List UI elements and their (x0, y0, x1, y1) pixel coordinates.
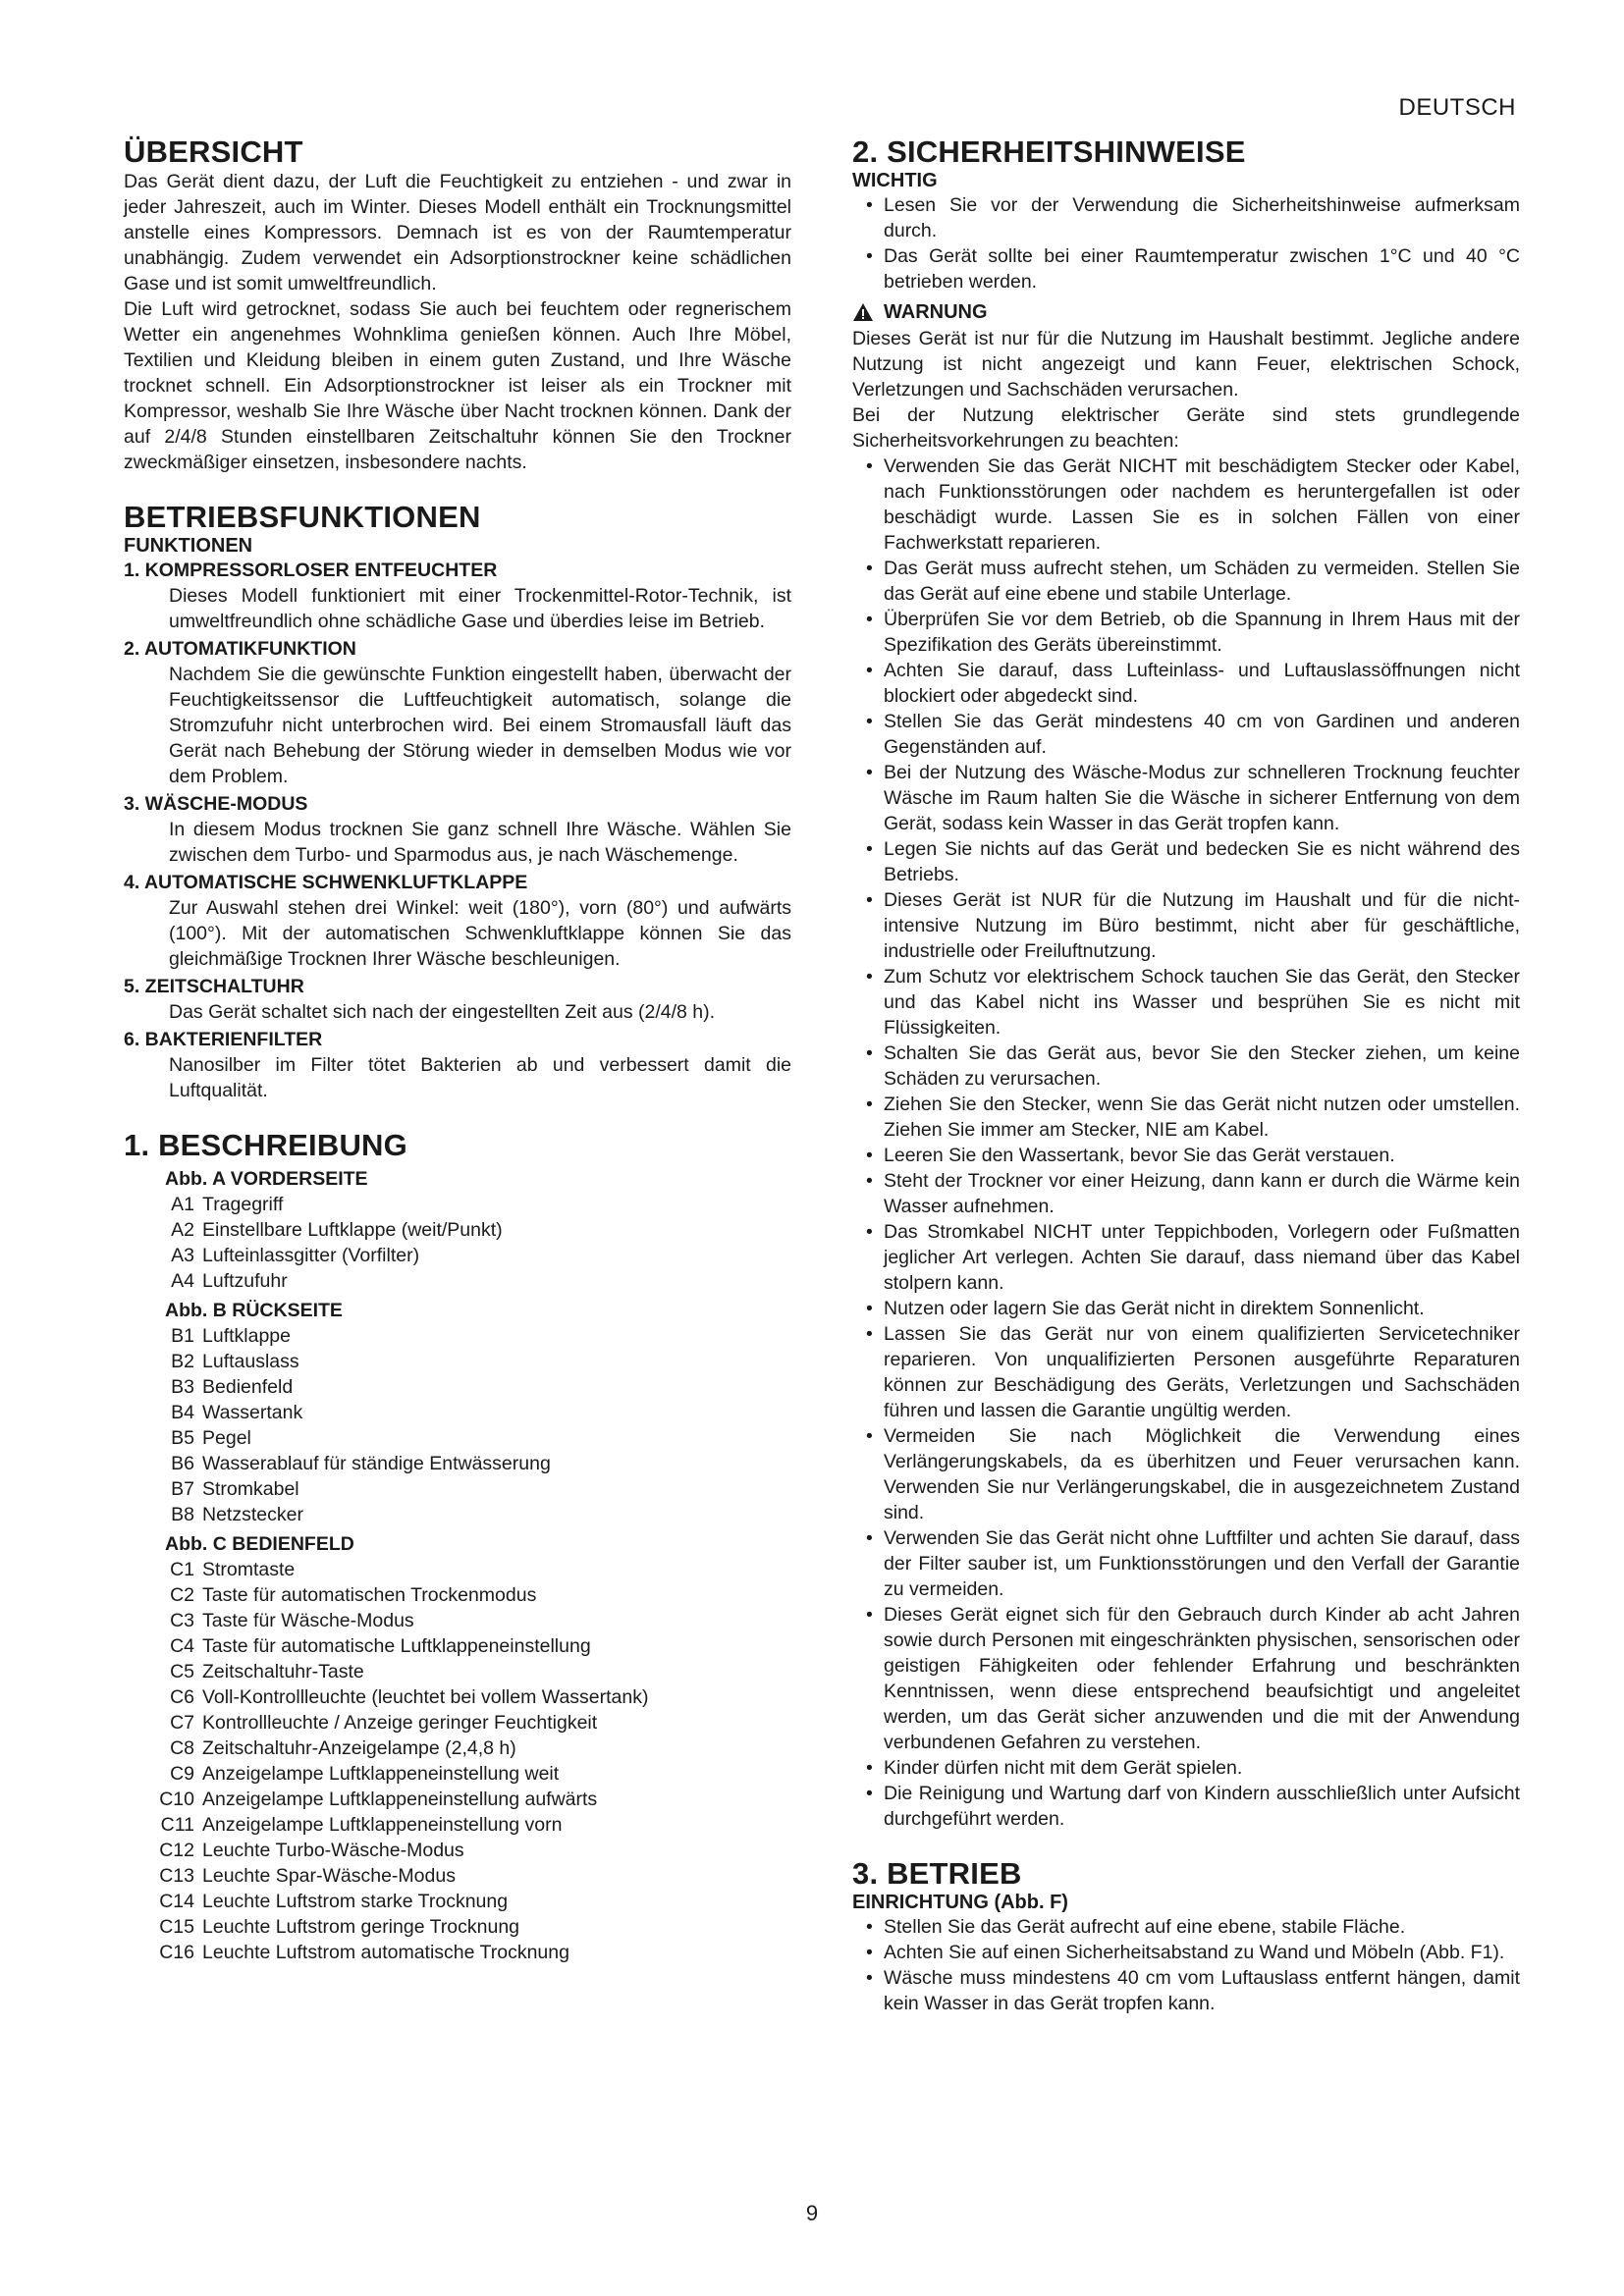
item-code: A4 (171, 1270, 194, 1292)
figure-item (124, 1425, 791, 1451)
overview-paragraph: Die Luft wird getrocknet, sodass Sie auch bei feuchtem oder regnerischem Wetter ein angenehmes Wohnklima genießen können. Auch Ihre Möbel, Textilien und Kleidung bleiben in einem guten Zustand, und Ihre Wäsche trocknet schnell. Ein Adsorptionstrockner ist leiser als ein Trockner mit Kompressor, weshalb Sie Ihre Wäsche über Nacht trocknen können. Dank der auf 2/4/8 Stunden einstellbaren Zeitschaltuhr können Sie den Trockner zweckmäßiger einsetzen, insbesondere nachts. (124, 298, 791, 473)
feature-item (124, 1027, 791, 1103)
list-item: • Schalten Sie das Gerät aus, bevor Sie den Stecker ziehen, um keine Schäden zu verursachen. (852, 1041, 1520, 1092)
overview-paragraph: Das Gerät dient dazu, der Luft die Feuchtigkeit zu entziehen - und zwar in jeder Jahreszeit, auch im Winter. Dieses Modell enthält ein Trocknungsmittel anstelle eines Kompressors. Demnach ist es von der Raumtemperatur unabhängig. Zudem verwendet ein Adsorptionstrockner keine schädlichen Gase und ist somit umweltfreundlich. (124, 171, 791, 294)
list-item: • Steht der Trockner vor einer Heizung, dann kann er durch die Wärme kein Wasser aufnehmen. (852, 1168, 1520, 1219)
item-code: C1 (170, 1559, 194, 1580)
item-code: B3 (171, 1376, 194, 1398)
item-code: C16 (159, 1942, 194, 1963)
list-item: • Ziehen Sie den Stecker, wenn Sie das Gerät nicht nutzen oder umstellen. Ziehen Sie immer am Stecker, NIE am Kabel. (852, 1092, 1520, 1143)
item-text: Taste für automatischen Trockenmodus (202, 1584, 537, 1606)
feature-title: 6. BAKTERIENFILTER (124, 1029, 323, 1050)
item-code: C5 (170, 1661, 194, 1682)
feature-item (124, 870, 791, 972)
warning-text: Dieses Gerät ist nur für die Nutzung im Haushalt bestimmt. Jegliche andere Nutzung ist nicht angezeigt und kann Feuer, elektrischen Schock, Verletzungen und Sachschäden verursachen. (852, 328, 1520, 400)
figure-item (124, 1914, 791, 1940)
item-code: B1 (171, 1325, 194, 1347)
figure-item (124, 1476, 791, 1502)
list-item: • Verwenden Sie das Gerät nicht ohne Luftfilter und achten Sie darauf, dass der Filter sauber ist, um Funktionsstörungen und den Verfall der Garantie zu vermeiden. (852, 1525, 1520, 1602)
item-text: Stromtaste (202, 1559, 296, 1580)
item-code: C3 (170, 1610, 194, 1631)
figure-title: Abb. C BEDIENFELD (165, 1533, 354, 1555)
list-item: • Achten Sie darauf, dass Lufteinlass- und Luftauslassöffnungen nicht blockiert oder abgedeckt sind. (852, 658, 1520, 709)
item-code: C14 (159, 1891, 194, 1912)
item-text: Anzeigelampe Luftklappeneinstellung aufwärts (202, 1789, 598, 1810)
item-text: Netzstecker (202, 1504, 303, 1525)
safety-heading: 2. SICHERHEITSHINWEISE (852, 134, 1246, 169)
description-heading: 1. BESCHREIBUNG (124, 1128, 407, 1162)
figure-title: Abb. A VORDERSEITE (165, 1168, 368, 1190)
list-item: • Wäsche muss mindestens 40 cm vom Luftauslass entfernt hängen, damit kein Wasser in das Gerät tropfen kann. (852, 1965, 1520, 2016)
list-item: • Dieses Gerät eignet sich für den Gebrauch durch Kinder ab acht Jahren sowie durch Personen mit eingeschränkten physischen, sensorischen oder geistigen Fähigkeiten oder fehlender Erfahrung und beschränkten Kenntnissen, wenn diese entsprechend beaufsichtigt und angeleitet werden, um das Gerät sicher anzuwenden und die mit der Anwendung verbundenen Gefahren zu verstehen. (852, 1602, 1520, 1755)
item-code: B8 (171, 1504, 194, 1525)
feature-title: 4. AUTOMATISCHE SCHWENKLUFTKLAPPE (124, 872, 528, 893)
figure-item (124, 1838, 791, 1863)
warning-heading (852, 298, 1520, 326)
description-section (124, 1129, 791, 1965)
list-item: • Leeren Sie den Wassertank, bevor Sie das Gerät verstauen. (852, 1143, 1520, 1168)
figure-item (124, 1268, 791, 1294)
item-text: Leuchte Luftstrom automatische Trocknung (202, 1942, 569, 1963)
item-text: Leuchte Luftstrom geringe Trocknung (202, 1916, 520, 1938)
feature-text: Zur Auswahl stehen drei Winkel: weit (180°), vorn (80°) und aufwärts (100°). Mit der automatischen Schwenkluftklappe können Sie das gleichmäßige Trocknen Ihrer Wäsche beschleunigen. (169, 897, 791, 970)
item-text: Wassertank (202, 1402, 303, 1423)
figure-item (124, 1608, 791, 1633)
figure-item (124, 1217, 791, 1243)
figure-item (124, 1243, 791, 1268)
list-item: • Lesen Sie vor der Verwendung die Sicherheitshinweise aufmerksam durch. (852, 192, 1520, 243)
item-text: Anzeigelampe Luftklappeneinstellung weit (202, 1763, 560, 1785)
feature-item (124, 974, 791, 1025)
list-item: • Stellen Sie das Gerät aufrecht auf eine ebene, stabile Fläche. (852, 1914, 1520, 1940)
list-item: • Die Reinigung und Wartung darf von Kindern ausschließlich unter Aufsicht durchgeführt werden. (852, 1781, 1520, 1832)
figure-item (124, 1451, 791, 1476)
overview-section (124, 135, 791, 475)
left-column (124, 135, 791, 1991)
item-code: C4 (170, 1635, 194, 1657)
item-code: C8 (170, 1737, 194, 1759)
item-text: Pegel (202, 1427, 251, 1449)
item-code: B2 (171, 1351, 194, 1372)
figure-item (124, 1349, 791, 1374)
item-text: Einstellbare Luftklappe (weit/Punkt) (202, 1219, 503, 1241)
warning-label: WARNUNG (884, 301, 988, 323)
item-text: Tragegriff (202, 1194, 284, 1215)
item-code: C2 (170, 1584, 194, 1606)
operation-list (852, 1914, 1520, 2016)
list-item: • Dieses Gerät ist NUR für die Nutzung im Haushalt und für die nicht-intensive Nutzung im Büro bestimmt, nicht aber für geschäftliche, industrielle oder Freiluftnutzung. (852, 887, 1520, 964)
figure-item (124, 1323, 791, 1349)
figure-item (124, 1812, 791, 1838)
feature-text: Nanosilber im Filter tötet Bakterien ab und verbessert damit die Luftqualität. (169, 1054, 791, 1101)
list-item: • Stellen Sie das Gerät mindestens 40 cm von Gardinen und anderen Gegenständen auf. (852, 709, 1520, 760)
item-text: Leuchte Spar-Wäsche-Modus (202, 1865, 456, 1887)
item-text: Leuchte Turbo-Wäsche-Modus (202, 1840, 464, 1861)
feature-text: In diesem Modus trocknen Sie ganz schnell Ihre Wäsche. Wählen Sie zwischen dem Turbo- und Sparmodus aus, je nach Wäschemenge. (169, 819, 791, 866)
operation-heading: 3. BETRIEB (852, 1856, 1022, 1891)
item-text: Taste für automatische Luftklappeneinstellung (202, 1635, 591, 1657)
list-item: • Bei der Nutzung des Wäsche-Modus zur schnelleren Trocknung feuchter Wäsche im Raum halten Sie die Wäsche in sicherer Entfernung von dem Gerät, sodass kein Wasser in das Gerät tropfen kann. (852, 760, 1520, 836)
feature-title: 1. KOMPRESSORLOSER ENTFEUCHTER (124, 560, 498, 581)
feature-item (124, 636, 791, 789)
item-text: Leuchte Luftstrom starke Trocknung (202, 1891, 509, 1912)
item-code: C7 (170, 1712, 194, 1734)
figure-item (124, 1374, 791, 1400)
important-list (852, 192, 1520, 294)
list-item: • Das Stromkabel NICHT unter Teppichboden, Vorlegern oder Fußmatten jeglicher Art verlegen. Achten Sie darauf, dass niemand über das Kabel stolpern kann. (852, 1219, 1520, 1296)
item-code: A1 (171, 1194, 194, 1215)
figure-item (124, 1863, 791, 1889)
feature-text: Dieses Modell funktioniert mit einer Trockenmittel-Rotor-Technik, ist umweltfreundlich ohne schädliche Gase und überdies leise im Betrieb. (169, 585, 791, 632)
figure-item (124, 1889, 791, 1914)
item-text: Lufteinlassgitter (Vorfilter) (202, 1245, 420, 1266)
list-item: • Zum Schutz vor elektrischem Schock tauchen Sie das Gerät, den Stecker und das Kabel nicht ins Wasser und besprühen Sie es nicht mit Flüssigkeiten. (852, 964, 1520, 1041)
figure-item (124, 1633, 791, 1659)
list-item: • Legen Sie nichts auf das Gerät und bedecken Sie es nicht während des Betriebs. (852, 836, 1520, 887)
list-item: • Verwenden Sie das Gerät NICHT mit beschädigtem Stecker oder Kabel, nach Funktionsstörungen oder nachdem es heruntergefallen ist oder beschädigt wurde. Lassen Sie es in solchen Fällen von einer Fachwerkstatt reparieren. (852, 454, 1520, 556)
page-number: 9 (805, 2201, 819, 2225)
figure-item (124, 1940, 791, 1965)
figure-items (124, 1323, 791, 1527)
list-item: • Lassen Sie das Gerät nur von einem qualifizierten Servicetechniker reparieren. Von unqualifizierten Personen ausgeführte Reparaturen können zur Beschädigung des Geräts, Verletzungen und Sachschäden führen und lassen die Garantie ungültig werden. (852, 1321, 1520, 1423)
feature-title: 5. ZEITSCHALTUHR (124, 976, 304, 997)
item-code: C9 (170, 1763, 194, 1785)
list-item: • Achten Sie auf einen Sicherheitsabstand zu Wand und Möbeln (Abb. F1). (852, 1940, 1520, 1965)
figure-item (124, 1557, 791, 1582)
item-code: C13 (159, 1865, 194, 1887)
figure-item (124, 1761, 791, 1787)
safety-section (852, 135, 1520, 1832)
figure-item (124, 1787, 791, 1812)
item-text: Bedienfeld (202, 1376, 294, 1398)
safety-list (852, 454, 1520, 1832)
figure-items (124, 1192, 791, 1294)
figure-item (124, 1192, 791, 1217)
item-code: C10 (159, 1789, 194, 1810)
item-text: Luftklappe (202, 1325, 291, 1347)
item-text: Zeitschaltuhr-Taste (202, 1661, 364, 1682)
figure-lists (124, 1166, 791, 1965)
figure-item (124, 1502, 791, 1527)
figure-title: Abb. B RÜCKSEITE (165, 1300, 343, 1321)
language-label: DEUTSCH (1398, 94, 1516, 121)
figure-item (124, 1735, 791, 1761)
list-item: • Das Gerät sollte bei einer Raumtemperatur zwischen 1°C und 40 °C betrieben werden. (852, 243, 1520, 294)
item-code: A2 (171, 1219, 194, 1241)
feature-title: 3. WÄSCHE-MODUS (124, 793, 308, 815)
operation-subheading: EINRICHTUNG (Abb. F) (852, 1892, 1068, 1913)
warning-triangle-icon (852, 302, 874, 322)
safety-intro: Bei der Nutzung elektrischer Geräte sind stets grundlegende Sicherheitsvorkehrungen zu beachten: (852, 404, 1520, 452)
important-label: WICHTIG (852, 170, 938, 191)
item-code: B6 (171, 1453, 194, 1474)
item-code: B7 (171, 1478, 194, 1500)
feature-title: 2. AUTOMATIKFUNKTION (124, 638, 356, 660)
functions-section (124, 501, 791, 1103)
item-text: Wasserablauf für ständige Entwässerung (202, 1453, 551, 1474)
item-code: A3 (171, 1245, 194, 1266)
item-code: C6 (170, 1686, 194, 1708)
feature-text: Das Gerät schaltet sich nach der eingestellten Zeit aus (2/4/8 h). (169, 1001, 716, 1023)
feature-text: Nachdem Sie die gewünschte Funktion eingestellt haben, überwacht der Feuchtigkeitssensor die Luftfeuchtigkeit automatisch, solange die Stromzufuhr nicht unterbrochen wird. Bei einem Stromausfall läuft das Gerät nach Behebung der Störung wieder in demselben Modus wie vor dem Problem. (169, 664, 791, 787)
list-item: • Überprüfen Sie vor dem Betrieb, ob die Spannung in Ihrem Haus mit der Spezifikation des Geräts übereinstimmt. (852, 607, 1520, 658)
item-code: C11 (160, 1814, 194, 1836)
feature-item (124, 558, 791, 634)
feature-item (124, 791, 791, 868)
figure-items (124, 1557, 791, 1965)
item-code: C15 (159, 1916, 194, 1938)
figure-item (124, 1582, 791, 1608)
item-text: Zeitschaltuhr-Anzeigelampe (2,4,8 h) (202, 1737, 516, 1759)
list-item: • Das Gerät muss aufrecht stehen, um Schäden zu vermeiden. Stellen Sie das Gerät auf eine ebene und stabile Unterlage. (852, 556, 1520, 607)
list-item: • Kinder dürfen nicht mit dem Gerät spielen. (852, 1755, 1520, 1781)
functions-heading: BETRIEBSFUNKTIONEN (124, 500, 481, 534)
figure-item (124, 1684, 791, 1710)
item-text: Taste für Wäsche-Modus (202, 1610, 414, 1631)
figure-item (124, 1710, 791, 1735)
item-text: Luftzufuhr (202, 1270, 288, 1292)
list-item: • Vermeiden Sie nach Möglichkeit die Verwendung eines Verlängerungskabels, da es überhitzen und Feuer verursachen kann. Verwenden Sie nur Verlängerungskabel, die in ausgezeichnetem Zustand sind. (852, 1423, 1520, 1525)
operation-section (852, 1857, 1520, 2016)
figure-item (124, 1659, 791, 1684)
overview-heading: ÜBERSICHT (124, 134, 303, 169)
right-column (852, 135, 1520, 2042)
item-text: Kontrollleuchte / Anzeige geringer Feuchtigkeit (202, 1712, 598, 1734)
item-text: Voll-Kontrollleuchte (leuchtet bei vollem Wassertank) (202, 1686, 649, 1708)
list-item: • Nutzen oder lagern Sie das Gerät nicht in direktem Sonnenlicht. (852, 1296, 1520, 1321)
item-code: B5 (171, 1427, 194, 1449)
item-text: Anzeigelampe Luftklappeneinstellung vorn (202, 1814, 563, 1836)
item-code: C12 (159, 1840, 194, 1861)
item-text: Stromkabel (202, 1478, 299, 1500)
item-code: B4 (171, 1402, 194, 1423)
item-text: Luftauslass (202, 1351, 299, 1372)
figure-item (124, 1400, 791, 1425)
functions-subheading: FUNKTIONEN (124, 535, 253, 557)
